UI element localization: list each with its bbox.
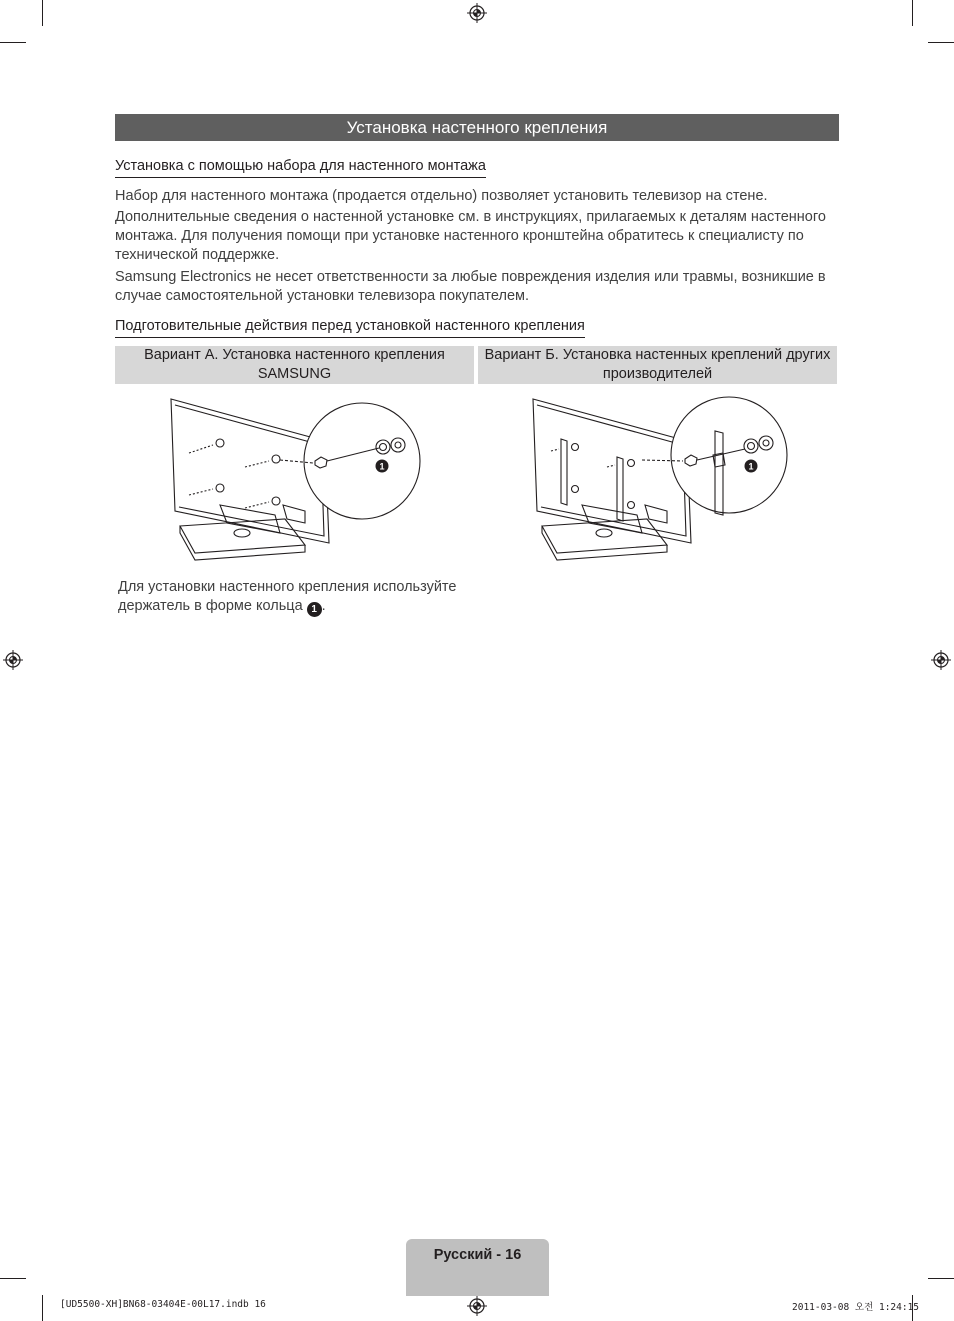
preparation-heading: Подготовительные действия перед установкой настенного крепления (115, 318, 585, 338)
ring-holder-note-text: Для установки настенного крепления используйте держатель в форме кольца (118, 579, 457, 614)
option-a-label: Вариант A. Установка настенного крепления SAMSUNG (144, 347, 445, 382)
page-label: Русский - 16 (433, 1247, 522, 1263)
other-wall-mount-illustration (527, 393, 797, 563)
ring-holder-note (118, 578, 478, 617)
registration-mark-icon (467, 3, 487, 23)
ring-holder-note-end: . (321, 598, 326, 614)
registration-mark-icon (3, 650, 23, 670)
install-kit-paragraph: Набор для настенного монтажа (продается отдельно) позволяет установить телевизор на стене. (115, 188, 768, 204)
footer-timestamp: 2011-03-08 오전 1:24:15 (792, 1302, 920, 1313)
crop-mark (928, 1278, 954, 1279)
install-kit-paragraph: Samsung Electronics не несет ответственности за любые повреждения изделия или травмы, возникшие в случае самостоятельной установки телевизора покупателем. (115, 269, 826, 304)
registration-mark-icon (467, 1296, 487, 1316)
option-a-header (115, 346, 474, 384)
crop-mark (42, 0, 43, 26)
callout-number: 1 (379, 461, 385, 472)
callout-number-icon: 1 (307, 602, 322, 617)
crop-mark (42, 1295, 43, 1321)
page-number-tab (406, 1239, 549, 1296)
footer-file-info: [UD5500-XH]BN68-03404E-00L17.indb 16 (60, 1299, 266, 1310)
section-title: Установка настенного крепления (115, 114, 839, 141)
samsung-wall-mount-illustration (165, 393, 435, 563)
crop-mark (0, 42, 26, 43)
callout-number: 1 (748, 461, 754, 472)
crop-mark (928, 42, 954, 43)
install-kit-paragraph: Дополнительные сведения о настенной установке см. в инструкциях, прилагаемых к деталям настенного монтажа. Для получения помощи при установке настенного кронштейна обратитесь к специалисту по технической поддержке. (115, 209, 826, 263)
install-kit-heading: Установка с помощью набора для настенного монтажа (115, 158, 486, 178)
crop-mark (0, 1278, 26, 1279)
option-b-header (478, 346, 837, 384)
crop-mark (912, 0, 913, 26)
option-b-label: Вариант Б. Установка настенных креплений других производителей (484, 347, 831, 382)
registration-mark-icon (931, 650, 951, 670)
